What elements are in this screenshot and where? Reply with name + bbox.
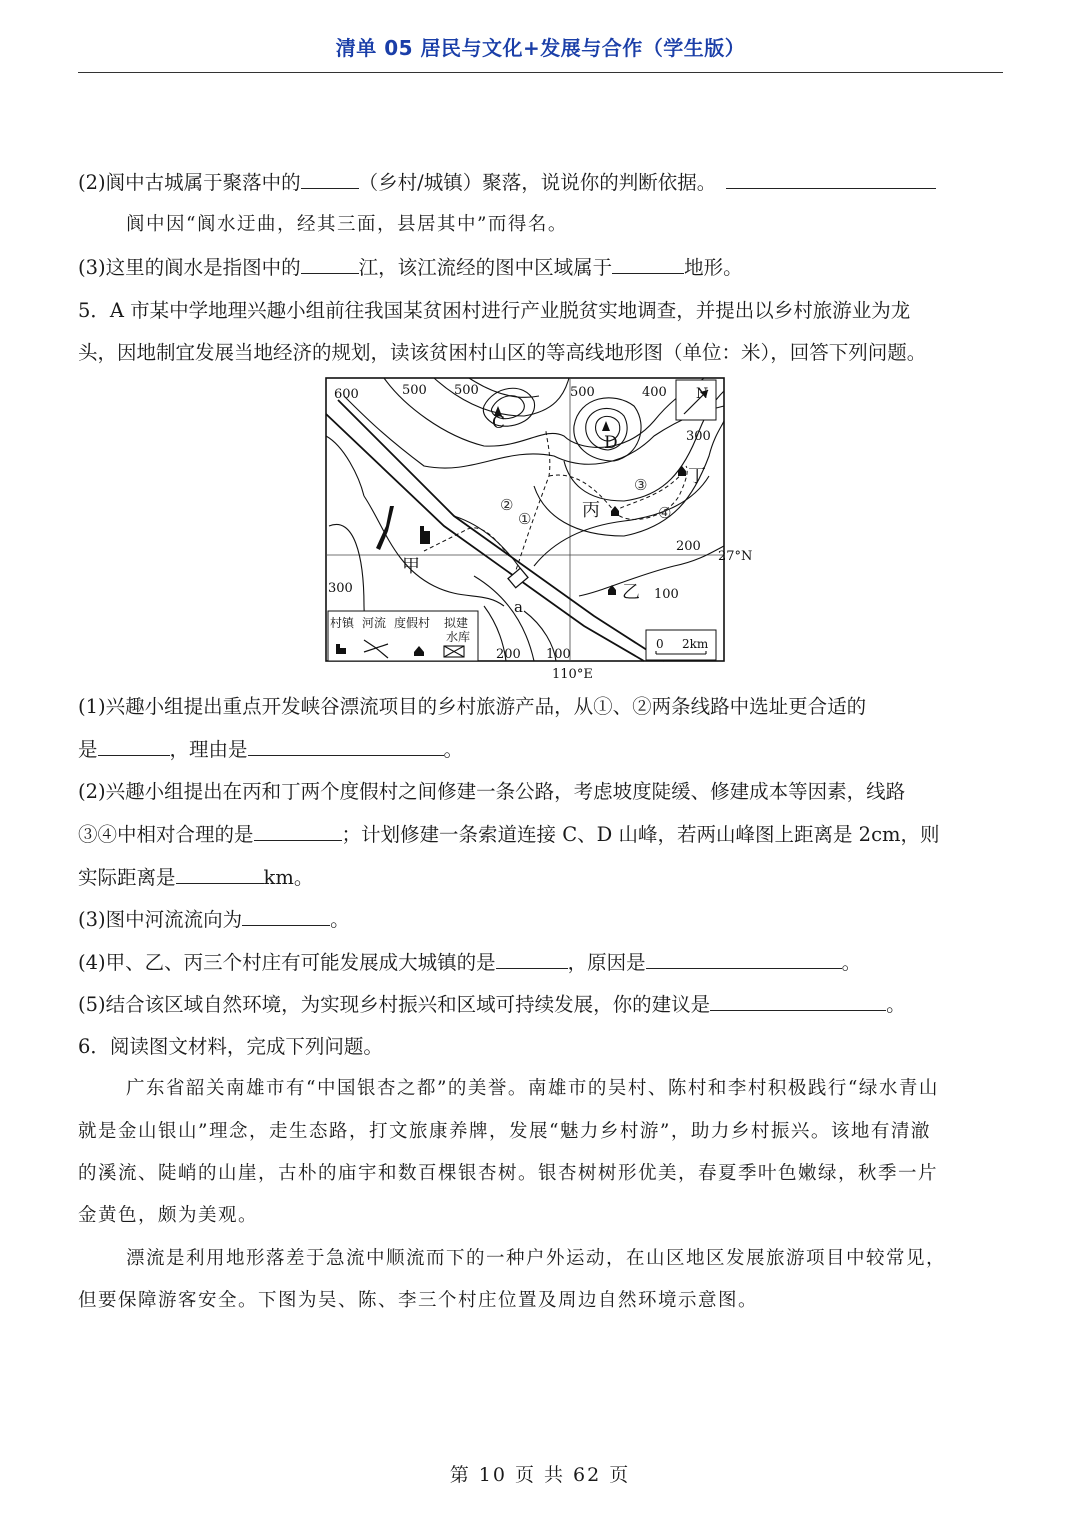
peak-label: D [604,433,618,453]
contour-label: 600 [334,387,359,402]
q6-para1-line2: 就是金山银山”理念，走生态路，打文旅康养牌，发展“魅力乡村游”，助力乡村振兴。该地有清澈 [78,1121,931,1142]
answer-blank[interactable] [496,948,568,969]
q5-part5: (5)结合该区域自然环境，为实现乡村振兴和区域可持续发展，你的建议是 。 [78,990,1003,1020]
contour-label: 500 [402,383,427,398]
scale-zero: 0 [656,637,664,651]
route-label: ① [518,510,532,528]
contour-label: 400 [642,385,667,400]
q6-para2-line1: 漂流是利用地形落差于急流中顺流而下的一种户外运动，在山区地区发展旅游项目中较常见， [126,1248,947,1269]
village-label: 甲 [402,556,420,577]
answer-blank[interactable] [646,948,842,969]
longitude-label: 110°E [552,667,593,682]
village-label: 丙 [582,500,600,521]
scale-distance: 2km [682,637,709,651]
contour-label: 500 [454,383,479,398]
answer-blank[interactable] [176,863,264,884]
contour-label: 300 [328,581,353,596]
peak-label: C [492,413,506,433]
contour-label: 100 [546,647,571,662]
q4-part2: (2)阆中古城属于聚落中的 （乡村/城镇）聚落，说说你的判断依据。 [78,168,1003,198]
document-title: 清单 05 居民与文化+发展与合作（学生版） [335,36,746,60]
legend-resort-label: 度假村 [394,616,431,630]
answer-blank[interactable] [254,820,342,841]
answer-blank[interactable] [710,990,886,1011]
q4-part3: (3)这里的阆水是指图中的 江，该江流经的图中区域属于 地形。 [78,253,1003,283]
answer-blank[interactable] [98,735,170,756]
contour-label: 300 [686,429,711,444]
q5-part4: (4)甲、乙、丙三个村庄有可能发展成大城镇的是 ，原因是 。 [78,948,1003,978]
legend-river-label: 河流 [362,616,387,630]
q5-part3: (3)图中河流流向为 。 [78,905,1003,935]
answer-blank[interactable] [612,253,684,274]
q5-part1-line1: (1)兴趣小组提出重点开发峡谷漂流项目的乡村旅游产品，从①、②两条线路中选址更合适的 [78,695,867,718]
q6-para2-line2: 但要保障游客安全。下图为吴、陈、李三个村庄位置及周边自然环境示意图。 [78,1290,759,1311]
answer-blank[interactable] [301,168,359,189]
q4-quote: 阆中因“阆水迂曲，经其三面，县居其中”而得名。 [126,214,568,235]
answer-blank[interactable] [248,735,444,756]
village-label: 乙 [622,582,640,603]
route-label: ③ [634,476,648,494]
contour-label: 200 [676,539,701,554]
page-number: 第 10 页 共 62 页 [449,1464,631,1486]
contour-map [324,376,756,682]
q5-intro-line1: 5．A 市某中学地理兴趣小组前往我国某贫困村进行产业脱贫实地调查，并提出以乡村旅游业为龙 [78,299,911,322]
q5-part2-line2: ③④中相对合理的是 ；计划修建一条索道连接 C、D 山峰，若两山峰图上距离是 2cm，则 [78,820,1003,850]
scale-bar [646,630,716,660]
answer-blank[interactable] [726,168,936,189]
contour-label: 500 [570,385,595,400]
north-arrow [676,380,716,420]
north-label: N [696,386,709,402]
q5-intro-line2: 头，因地制宜发展当地经济的规划，读该贫困村山区的等高线地形图（单位：米），回答下列问题。 [78,341,927,364]
q6-para1-line4: 金黄色，颇为美观。 [78,1205,259,1226]
q6-title: 6．阅读图文材料，完成下列问题。 [78,1035,383,1058]
page-header [78,32,1003,73]
q5-part1-line2: 是 ，理由是 。 [78,735,1003,765]
legend-town-label: 村镇 [330,616,355,630]
contour-label: 100 [654,587,679,602]
legend-box [328,611,478,661]
q6-para1-line1: 广东省韶关南雄市有“中国银杏之都”的美誉。南雄市的吴村、陈村和李村积极践行“绿水青山 [126,1078,939,1099]
legend-reservoir-label: 拟建 [444,616,469,630]
latitude-label: 27°N [718,549,753,564]
dam-label: a [514,598,523,616]
contour-label: 200 [496,647,521,662]
village-label: 丁 [688,466,706,487]
q6-para1-line3: 的溪流、陡峭的山崖，古朴的庙宇和数百棵银杏树。银杏树树形优美，春夏季叶色嫩绿，秋季一片 [78,1163,939,1184]
contour-map-svg [324,376,756,682]
answer-blank[interactable] [242,905,330,926]
answer-blank[interactable] [301,253,359,274]
legend-reservoir-label2: 水库 [446,630,471,644]
route-label: ② [500,496,514,514]
q5-part2-line1: (2)兴趣小组提出在丙和丁两个度假村之间修建一条公路，考虑坡度陡缓、修建成本等因素，线路 [78,780,906,803]
route-label: ④ [658,504,672,522]
q5-part2-line3: 实际距离是 km。 [78,863,1003,893]
